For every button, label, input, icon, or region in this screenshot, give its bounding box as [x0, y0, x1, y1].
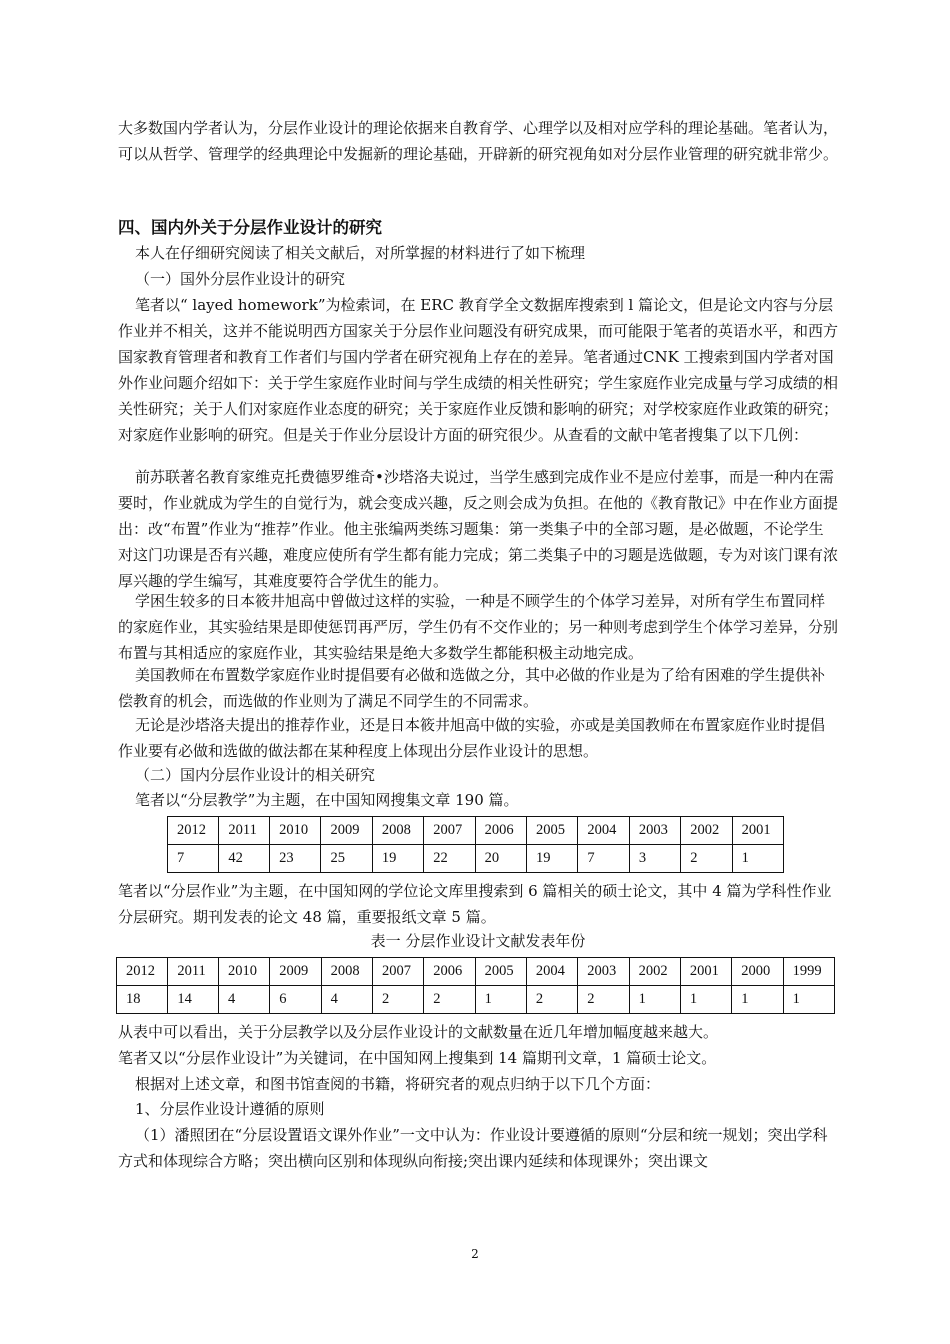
table-cell: 19 [527, 845, 578, 873]
subheading-foreign: （一）国外分层作业设计的研究 [135, 270, 346, 288]
table-cell: 1 [732, 986, 783, 1014]
paragraph-usa: 美国教师在布置数学家庭作业时提倡要有必做和选做之分，其中必做的作业是为了给有困难的学生提供补偿教育的机会，而选做的作业则为了满足不同学生的不同需求。 [118, 666, 826, 710]
table-cell: 2009 [270, 958, 321, 986]
table-cell: 2002 [681, 817, 732, 845]
table-cell: 7 [168, 845, 219, 873]
table-cell: 42 [219, 845, 270, 873]
table-row-years [117, 958, 835, 986]
table-cell: 2006 [475, 817, 526, 845]
subheading-domestic: （二）国内分层作业设计的相关研究 [135, 766, 376, 784]
paragraph-japan: 学困生较多的日本筱井旭高中曾做过这样的实验，一种是不顾学生的个体学习差异，对所有学生布置同样的家庭作业，其实验结果是即使惩罚再严厉，学生仍有不交作业的；另一种则考虑到学生个体学习差异，分别布置与其相适应的家庭作业，其实验结果是绝大多数学生都能积极主动地完成。 [118, 592, 839, 662]
table-cell: 2 [424, 986, 475, 1014]
table-cell: 2003 [629, 817, 680, 845]
table-cell: 6 [270, 986, 321, 1014]
table-row-counts [168, 845, 784, 873]
paragraph-search-foreign: 笔者以“ layed homework”为检索词，在 ERC 教育学全文数据库搜索到 l 篇论文，但是论文内容与分层作业并不相关，这并不能说明西方国家关于分层作业问题没有研究成果，而可能限于笔者的英语水平，和西方国家教育管理者和教育工作者们与国内学者在研究视角上存在的差异。笔者通过CNK 工搜索到国内学者对国外作业问题介绍如下：关于学生家庭作业时间与学生成绩的相关性研究；学生家庭作业完成量与学习成绩的相关性研究；关于人们对家庭作业态度的研究；关于家庭作业反馈和影响的研究；对学校家庭作业政策的研究；对家庭作业影响的研究。但是关于作业分层设计方面的研究很少。从查看的文献中笔者搜集了以下几例： [118, 296, 839, 444]
table-cell: 1 [475, 986, 526, 1014]
table-cell: 1999 [783, 958, 834, 986]
table-cell: 19 [372, 845, 423, 873]
subheading-principles: 1、分层作业设计遵循的原则 [135, 1100, 325, 1118]
paragraph-search-design: 笔者又以“分层作业设计”为关键词，在中国知网上搜集到 14 篇期刊文章，1 篇硕士论文。 [118, 1049, 717, 1067]
table-cell: 2004 [578, 817, 629, 845]
table-cell: 7 [578, 845, 629, 873]
paragraph-theory-basis: 大多数国内学者认为，分层作业设计的理论依据来自教育学、心理学以及相对应学科的理论基础。笔者认为，可以从哲学、管理学的经典理论中发掘新的理论基础，开辟新的研究视角如对分层作业管理的研究就非常少。 [118, 119, 839, 163]
page-number: 2 [471, 1247, 479, 1261]
table-caption: 表一 分层作业设计文献发表年份 [370, 932, 586, 950]
table-cell: 2001 [680, 958, 731, 986]
table-cell: 2001 [732, 817, 783, 845]
table-cell: 2008 [321, 958, 372, 986]
table-cell: 1 [680, 986, 731, 1014]
table-row-counts [117, 986, 835, 1014]
table-cell: 2012 [168, 817, 219, 845]
table-cell: 25 [321, 845, 372, 873]
table-cell: 2 [526, 986, 577, 1014]
table-cell: 1 [629, 986, 680, 1014]
paragraph-search-tiered-homework: 笔者以“分层作业”为主题，在中国知网的学位论文库里搜索到 6 篇相关的硕士论文，其中 4 篇为学科性作业分层研究。期刊发表的论文 48 篇，重要报纸文章 5 篇。 [118, 882, 832, 926]
table-cell: 2010 [218, 958, 269, 986]
table-tiered-teaching-by-year [167, 816, 784, 873]
paragraph-search-tiered-teaching: 笔者以“分层教学”为主题，在中国知网搜集文章 190 篇。 [135, 791, 519, 809]
table-cell: 4 [218, 986, 269, 1014]
table-cell: 2 [681, 845, 732, 873]
table-cell: 18 [117, 986, 168, 1014]
table-cell: 2003 [578, 958, 629, 986]
table-cell: 2007 [424, 817, 475, 845]
table-row-years [168, 817, 784, 845]
paragraph-summary-intro: 根据对上述文章，和图书馆查阅的书籍，将研究者的观点归纳于以下几个方面： [135, 1075, 661, 1093]
table-cell: 2 [372, 986, 423, 1014]
paragraph-summary: 无论是沙塔洛夫提出的推荐作业，还是日本筱井旭高中做的实验，亦或是美国教师在布置家庭作业时提倡作业要有必做和选做的做法都在某种程度上体现出分层作业设计的思想。 [118, 716, 826, 760]
table-cell: 3 [629, 845, 680, 873]
table-cell: 2004 [526, 958, 577, 986]
paragraph-table-conclusion: 从表中可以看出，关于分层教学以及分层作业设计的文献数量在近几年增加幅度越来越大。 [118, 1023, 719, 1041]
table-cell: 2007 [372, 958, 423, 986]
table-cell: 22 [424, 845, 475, 873]
table-cell: 2011 [219, 817, 270, 845]
paragraph-pan-zhaotuan: （1）潘照团在“分层设置语文课外作业”一文中认为：作业设计要遵循的原则“分层和统一规划；突出学科方式和体现综合方略；突出横向区别和体现纵向衔接;突出课内延续和体现课外；突出课文 [118, 1126, 828, 1170]
table-cell: 2006 [424, 958, 475, 986]
paragraph-intro: 本人在仔细研究阅读了相关文献后，对所掌握的材料进行了如下梳理 [135, 244, 586, 262]
table-cell: 2012 [117, 958, 168, 986]
table-cell: 2011 [168, 958, 219, 986]
table-tiered-homework-by-year [116, 957, 835, 1014]
table-cell: 2010 [270, 817, 321, 845]
table-cell: 2000 [732, 958, 783, 986]
table-cell: 2005 [475, 958, 526, 986]
table-cell: 14 [168, 986, 219, 1014]
table-cell: 4 [321, 986, 372, 1014]
table-cell: 2002 [629, 958, 680, 986]
table-cell: 2 [578, 986, 629, 1014]
table-cell: 2008 [372, 817, 423, 845]
table-cell: 23 [270, 845, 321, 873]
paragraph-soviet: 前苏联著名教育家维克托费德罗维奇•沙塔洛夫说过，当学生感到完成作业不是应付差事，而是一种内在需要时，作业就成为学生的自觉行为，就会变成兴趣，反之则会成为负担。在他的《教育散记》中在作业方面提出：改“布置”作业为“推荐”作业。他主张编两类练习题集：第一类集子中的全部习题，是必做题，不论学生对这门功课是否有兴趣，难度应使所有学生都有能力完成；第二类集子中的习题是选做题，专为对该门课有浓厚兴趣的学生编写，其难度要符合学优生的能力。 [118, 468, 839, 590]
table-cell: 1 [732, 845, 783, 873]
table-cell: 2009 [321, 817, 372, 845]
table-cell: 20 [475, 845, 526, 873]
section-heading-4: 四、国内外关于分层作业设计的研究 [118, 218, 382, 237]
table-cell: 1 [783, 986, 834, 1014]
table-cell: 2005 [527, 817, 578, 845]
